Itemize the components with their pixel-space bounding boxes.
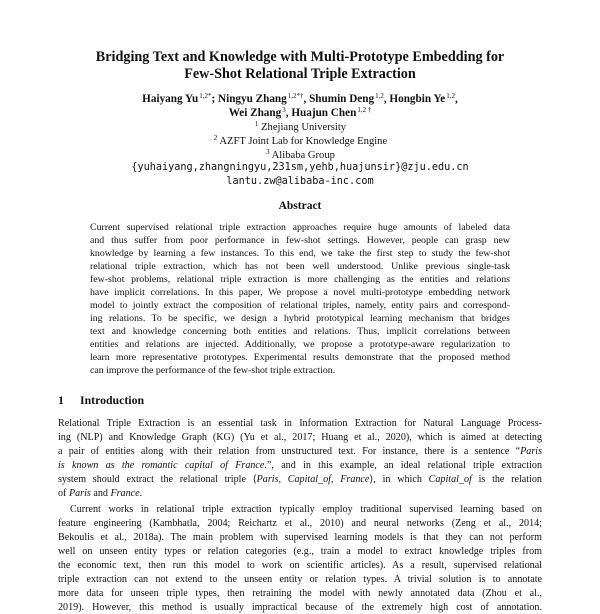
section-number: 1 [58, 393, 64, 407]
author-name: Huajun Chen [291, 107, 357, 119]
affiliation-2: $^2$ AZFT Joint Lab for Knowledge Engine [213, 134, 388, 147]
body-line: more data for unseen triple types, then retraining the model with newly annotated data (Zhou et al., [58, 588, 542, 599]
author-affil-mark: 1,2 [446, 92, 456, 100]
body-line: Current works in relational triple extraction typically employ traditional supervised learning based on [70, 504, 542, 515]
author-name: Hongbin Ye [389, 93, 446, 105]
author-affil-mark: 1,2*† [287, 92, 304, 100]
body-line: triple extraction can not extend to the unseen entity or relation types. A trivial solution is to annotate [58, 574, 542, 585]
body-line: a pair of entities along with their relation from unstructured text. For instance, there is a sentence “Paris [58, 446, 542, 457]
author-name: Ningyu Zhang [218, 93, 287, 105]
abstract-line: ing relations. To be specific, we design a hybrid prototypical learning mechanism that bridges [90, 313, 510, 324]
abstract-line: and thus suffer from poor performance in few-shot settings. However, people can grasp new [90, 235, 510, 246]
body-line: ing (NLP) and Knowledge Graph (KG) (Yu et al., 2017; Huang et al., 2020), which is aimed at detecting [58, 432, 542, 443]
body-line: system should extract the relational triple ⟨Paris, Capital_of, France⟩, in which Capital_of is the relation [58, 474, 542, 485]
abstract-line: entities and relations are injected. Additionally, we propose a prototype-aware regularization to [90, 339, 510, 350]
affiliation-1: $^1$ Zhejiang University [254, 120, 347, 133]
body-line: of Paris and France. [58, 488, 143, 499]
author-affil-mark: 1,2* [199, 92, 212, 100]
abstract-line: knowledge by learning a few instances. To this end, we take the first step to study the few-shot [90, 248, 510, 259]
author-name: Haiyang Yu [142, 93, 199, 105]
paper-title-line-1: Bridging Text and Knowledge with Multi-Prototype Embedding for [95, 49, 505, 65]
section-title: Introduction [80, 393, 145, 407]
body-line: the economic text, then run this model to work on scientific articles). As a result, supervised relational [58, 560, 542, 571]
abstract-line: relational triple extraction, which has not been well understood. Unlike previous single-task [90, 261, 510, 272]
author-affil-mark: 1,2 [375, 92, 384, 100]
abstract-line: text and knowledge concerning both entities and relations. Thus, implicit correlations between [90, 326, 510, 337]
abstract-line: have implicit correlations. In this paper, We propose a novel multi-prototype embedding network [90, 287, 510, 298]
body-line: 2019). However, this method is usually impractical because of the extremely high cost of annotation. [58, 602, 542, 613]
email-line-1: {yuhaiyang,zhangningyu,231sm,yehb,huajunsir}@zju.edu.cn [131, 162, 469, 173]
abstract-line: few-shot problems, relational triple extraction is more challenging as the entities and relations [90, 274, 510, 285]
body-line: Bekoulis et al., 2018a). The main problem with supervised learning models is that they can not perform [58, 532, 542, 543]
abstract-line: can improve the performance of the few-shot triple extraction. [90, 365, 336, 376]
author-list-line-2: Wei Zhang$^3$, Huajun Chen$^{1,2 \dagger}$ [228, 106, 372, 119]
author-name: Wei Zhang [228, 107, 282, 119]
section-heading-introduction [58, 393, 144, 408]
author-name: Shumin Deng [309, 93, 375, 105]
abstract-line: model to jointly extract the composition of relational triples, namely, entity pairs and correspond- [90, 300, 510, 311]
email-line-2: lantu.zw@alibaba-inc.com [226, 176, 374, 187]
abstract-line: learn more representative prototypes. Experimental results demonstrate that the proposed method [90, 352, 510, 363]
abstract-line: Current supervised relational triple extraction approaches require huge amounts of labeled data [90, 222, 510, 233]
paper-title-line-2: Few-Shot Relational Triple Extraction [184, 66, 416, 82]
author-list-line-1: Haiyang $Yu^{1,2*}$; Ningyu Zhang$^{1,2*\dagger}$, Shumin Deng$^{1,2}$, Hongbin Ye$^{1,2}$, [142, 92, 458, 105]
affiliation-3: $^3$ Alibaba Group [266, 148, 335, 161]
body-line: Relational Triple Extraction is an essential task in Information Extraction for Natural Language Process- [58, 418, 542, 429]
body-line: feature engineering (Kambhatla, 2004; Reichartz et al., 2010) and neural networks (Zeng et al., 2014; [58, 518, 542, 529]
body-line: is known as the romantic capital of France.”, and in this example, an ideal relational triple extraction [58, 460, 542, 471]
body-line: well on unseen entity types or relation categories (e.g., train a model to extract knowledge triples from [58, 546, 542, 557]
abstract-heading: Abstract [278, 200, 322, 212]
author-affil-mark: 1,2 † [357, 106, 372, 114]
author-affil-mark: 3 [282, 106, 286, 114]
